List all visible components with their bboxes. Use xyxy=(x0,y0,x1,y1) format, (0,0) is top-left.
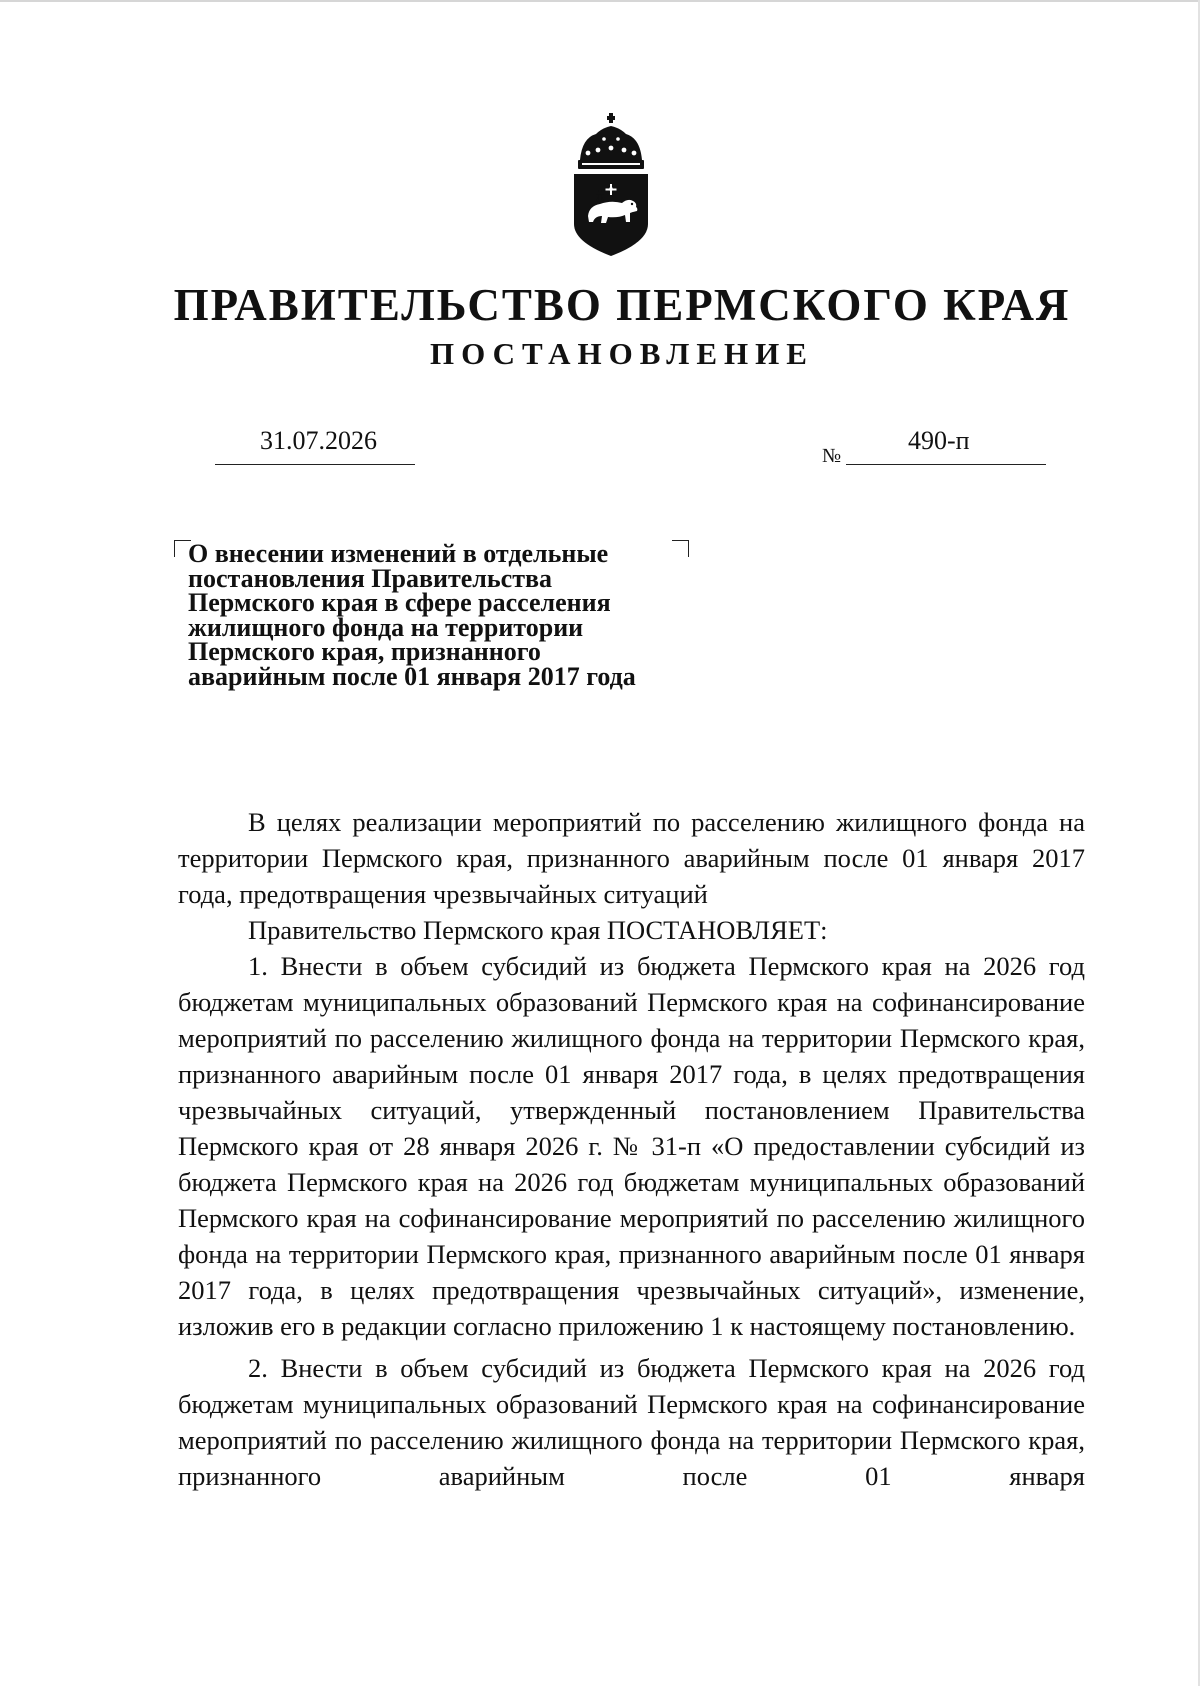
subject-line: Пермского края в сфере расселения xyxy=(188,588,611,618)
item-2-paragraph: 2. Внести в объем субсидий из бюджета Пермского края на 2026 год бюджетам муниципальных образований Пермского края на софинансирование мероприятий по расселению жилищного фонда на территории Пермского края, признанного аварийным после 01 января xyxy=(178,1353,1085,1491)
subject-line: аварийным после 01 января 2017 года xyxy=(188,661,636,691)
preamble-paragraph: В целях реализации мероприятий по расселению жилищного фонда на территории Пермского края, признанного аварийным после 01 января 2017 года, предотвращения чрезвычайных ситуаций xyxy=(178,807,1085,909)
item-1-paragraph: 1. Внести в объем субсидий из бюджета Пермского края на 2026 год бюджетам муниципальных образований Пермского края на софинансирование мероприятий по расселению жилищного фонда на территории Пермского края, признанного аварийным после 01 января 2017 года, в целях предотвращения чрезвычайных ситуаций, утвержденный постановлением Правительства Пермского края от 28 января 2026 г. № 31-п «О предоставлении субсидий из бюджета Пермского края на 2026 год бюджетам муниципальных образований Пермского края на софинансирование мероприятий по расселению жилищного фонда на территории Пермского края, признанного аварийным после 01 января 2017 года, в целях предотвращения чрезвычайных ситуаций», изменение, изложив его в редакции согласно приложению 1 к настоящему постановлению. xyxy=(178,951,1085,1341)
number-field xyxy=(846,424,1046,465)
document-subject xyxy=(188,539,708,691)
document-type: ПОСТАНОВЛЕНИЕ xyxy=(430,336,814,371)
subject-line: Пермского края, признанного xyxy=(188,637,541,667)
subject-line: жилищного фонда на территории xyxy=(188,612,584,642)
date-field xyxy=(215,424,415,465)
document-body xyxy=(178,804,1085,1494)
organization-title: ПРАВИТЕЛЬСТВО ПЕРМСКОГО КРАЯ xyxy=(173,280,1071,330)
scan-edge xyxy=(0,0,1200,2)
document-number: 490-п xyxy=(908,426,970,455)
subject-line: О внесении изменений в отдельные xyxy=(188,539,609,568)
resolve-line: Правительство Пермского края ПОСТАНОВЛЯЕТ: xyxy=(248,915,828,945)
document-date: 31.07.2026 xyxy=(260,426,377,455)
coat-of-arms-icon xyxy=(566,112,656,262)
number-label: № xyxy=(822,445,842,467)
subject-line: постановления Правительства xyxy=(188,563,552,593)
